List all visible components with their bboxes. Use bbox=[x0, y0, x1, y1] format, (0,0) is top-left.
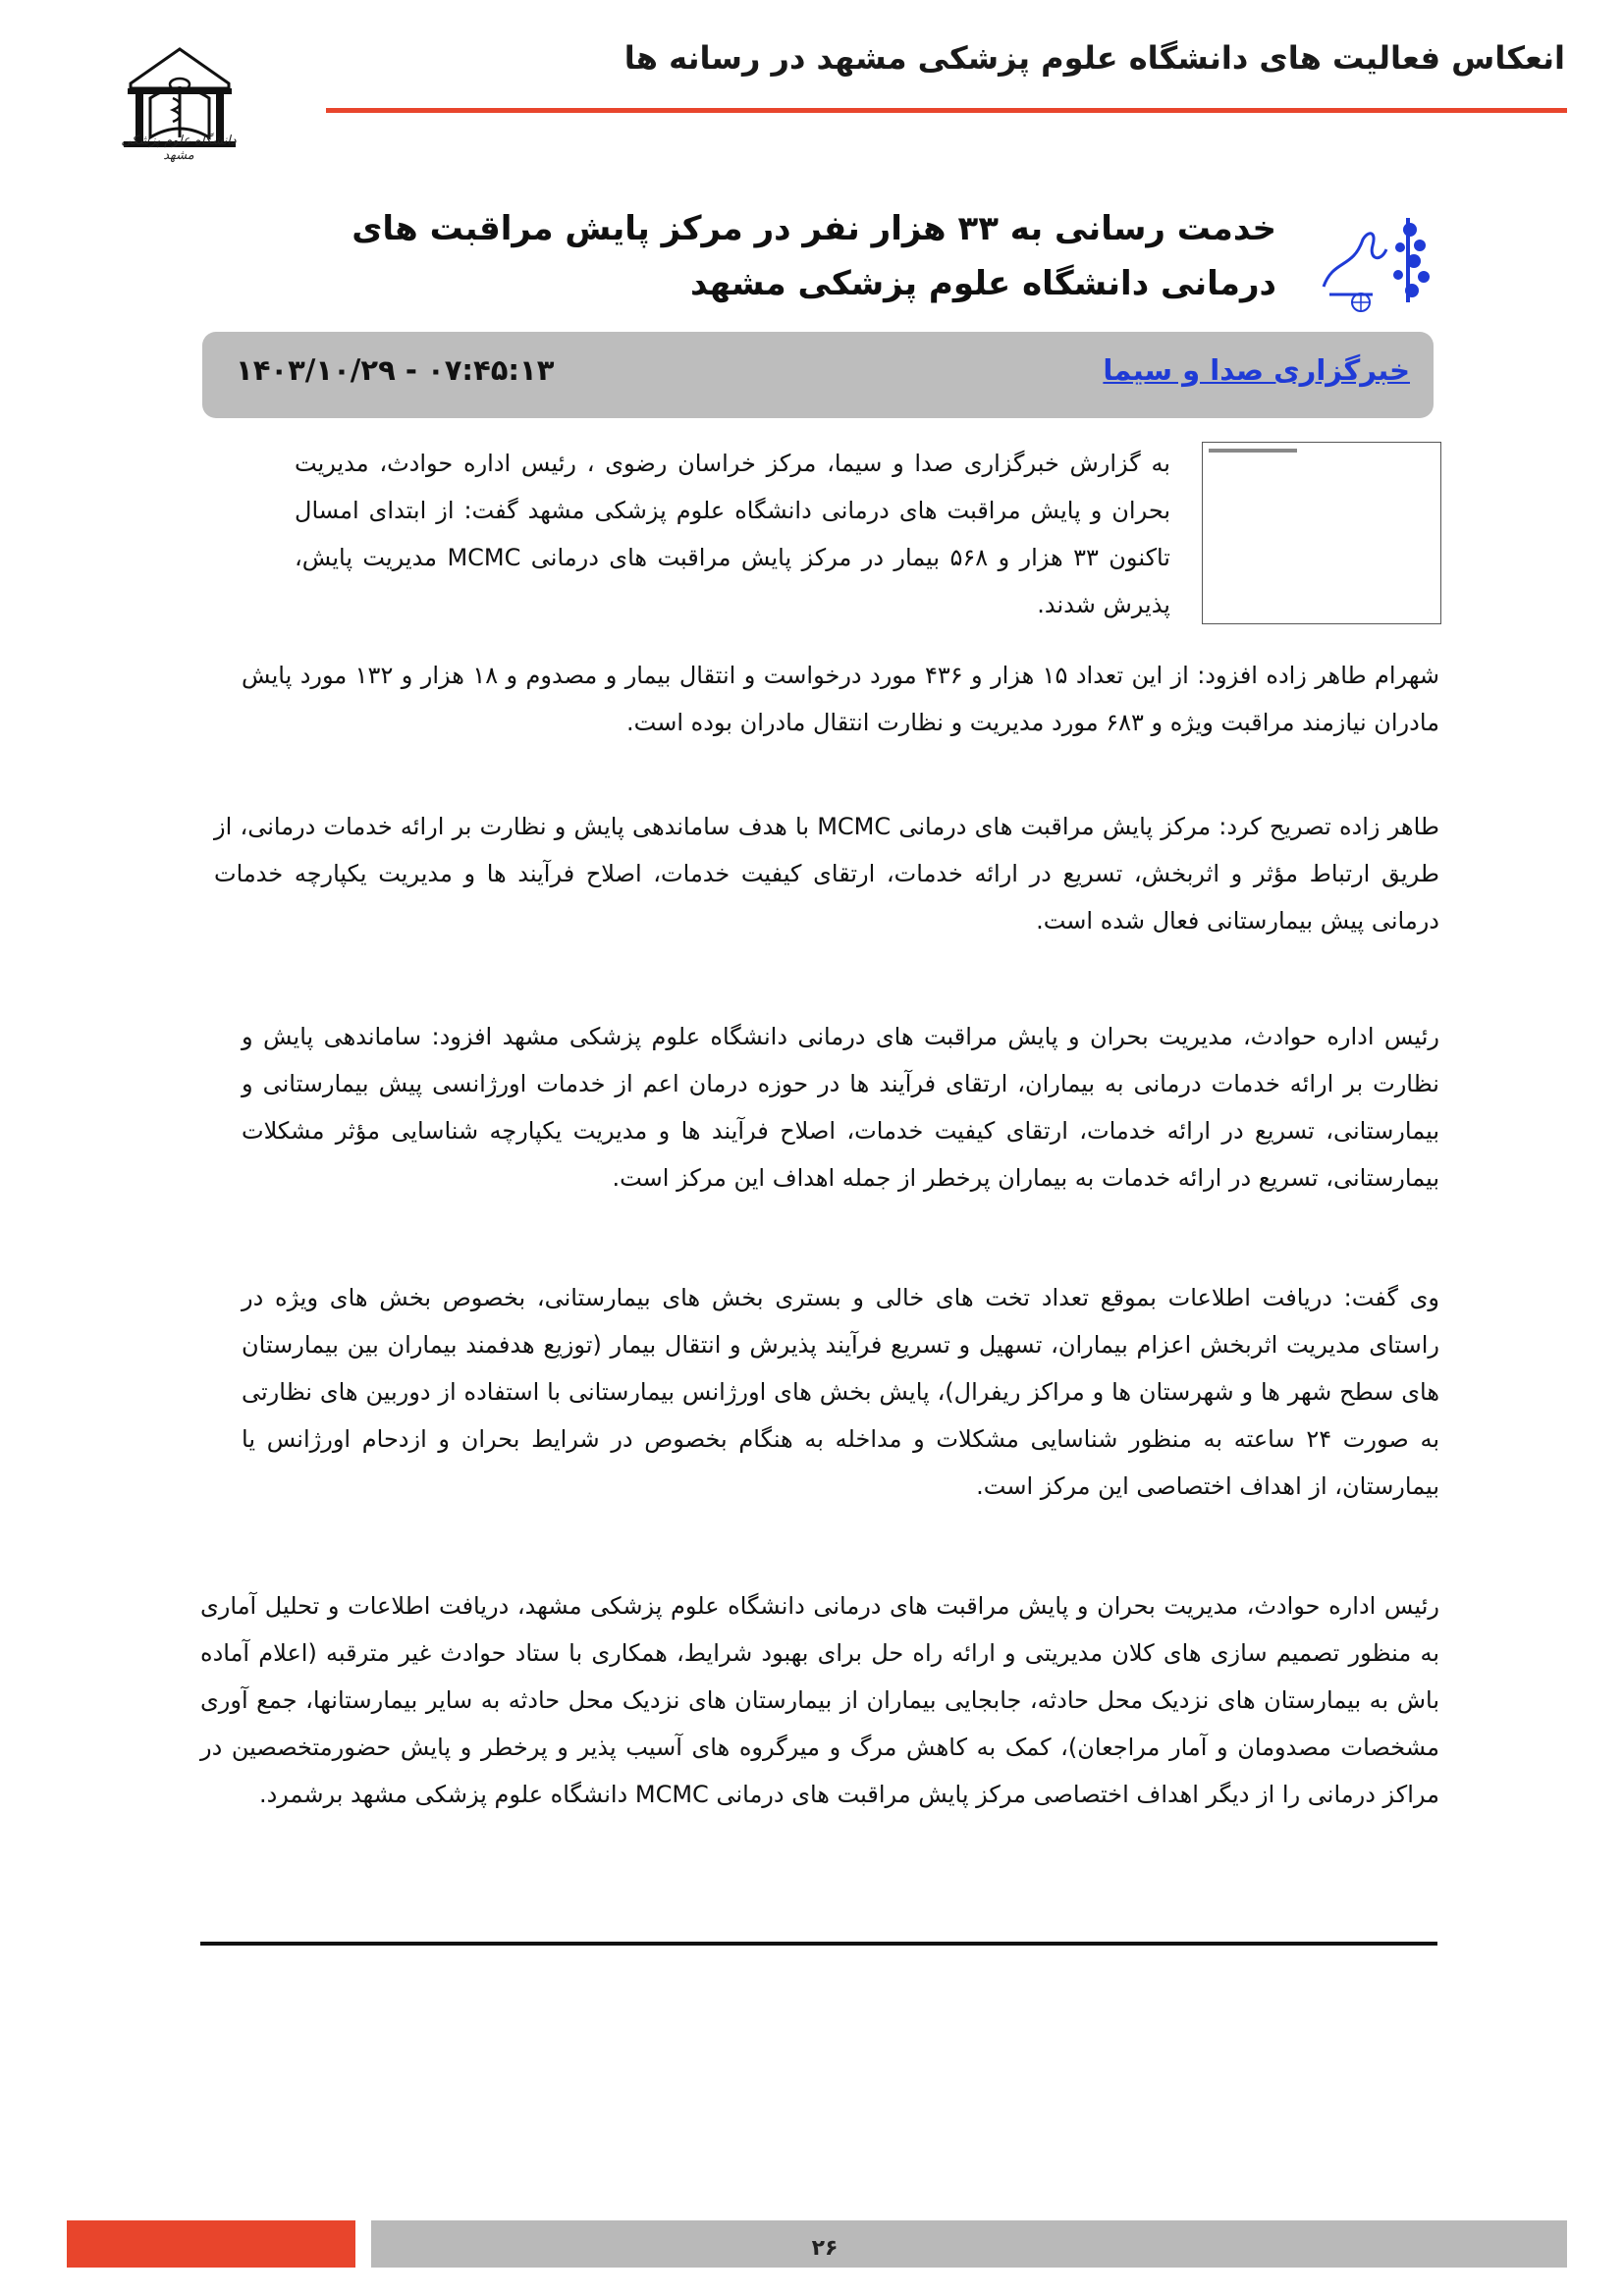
article-end-rule bbox=[200, 1942, 1437, 1946]
header-title: انعکاس فعالیت های دانشگاه علوم پزشکی مشهد در رسانه ها bbox=[623, 39, 1565, 77]
footer-bar bbox=[371, 2220, 1567, 2268]
image-caption-placeholder bbox=[1209, 449, 1297, 453]
article-paragraph: رئیس اداره حوادث، مدیریت بحران و پایش مراقبت های درمانی دانشگاه علوم پزشکی مشهد، دریافت اطلاعات و تحلیل آماری به منظور تصمیم سازی های کلان مدیریتی و ارائه راه حل برای بهبود شرایط، همکاری با ستاد حوادث غیر مترقبه (اعلام آماده باش به بیمارستان های نزدیک محل حادثه، جابجایی بیماران از بیمارستان های نزدیک محل حادثه به سایر بیمارستانها، جمع آوری مشخصات مصدومان و آمار مراجعان)، کمک به کاهش مرگ و میرگروه های آسیب پذیر و پرخطر و پایش حضورمتخصصین در مراکز درمانی را از دیگر اهداف اختصاصی مرکز پایش مراقبت های درمانی MCMC دانشگاه علوم پزشکی مشهد برشمرد. bbox=[200, 1592, 1439, 1808]
article-paragraph: طاهر زاده تصریح کرد: مرکز پایش مراقبت های درمانی MCMC با هدف ساماندهی پایش و نظارت بر ارائه خدمات درمانی، از طریق ارتباط مؤثر و اثربخش، تسریع در ارائه خدمات، ارتقای کیفیت خدمات، اصلاح فرآیند ها و مدیریت یکپارچه خدمات درمانی پیش بیمارستانی فعال شده است. bbox=[214, 813, 1440, 934]
logo-caption: دانشگاه علوم پزشکی مشهد bbox=[121, 133, 237, 163]
header-rule bbox=[326, 108, 1567, 113]
article-image bbox=[1202, 442, 1441, 624]
news-agency-logo-icon bbox=[1304, 200, 1441, 316]
article-title: خدمت رسانی به ۳۳ هزار نفر در مرکز پایش مراقبت های درمانی دانشگاه علوم پزشکی مشهد bbox=[352, 209, 1276, 303]
article-paragraph: رئیس اداره حوادث، مدیریت بحران و پایش مراقبت های درمانی دانشگاه علوم پزشکی مشهد افزود: ساماندهی پایش و نظارت بر ارائه خدمات درمانی به بیماران، ارتقای فرآیند ها در حوزه درمان اعم از خدمات اورژانسی پیش بیمارستانی و بیمارستانی، تسریع در ارائه خدمات، ارتقای کیفیت خدمات، اصلاح فرآیند ها و مدیریت یکپارچه شناسایی مؤثر مشکلات بیمارستانی، تسریع در ارائه خدمات به بیماران پرخطر از جمله اهداف این مرکز است. bbox=[242, 1023, 1439, 1192]
source-link[interactable]: خبرگزاری صدا و سیما bbox=[1103, 353, 1410, 387]
timestamp: ۱۴۰۳/۱۰/۲۹ - ۰۷:۴۵:۱۳ bbox=[236, 353, 555, 387]
source-bar bbox=[202, 332, 1434, 418]
footer-accent-bar bbox=[67, 2220, 355, 2268]
page-number: ۲۶ bbox=[811, 2236, 839, 2261]
article-paragraph: وی گفت: دریافت اطلاعات بموقع تعداد تخت های خالی و بستری بخش های بیمارستانی، بخصوص بخش های ویژه در راستای مدیریت اثربخش اعزام بیماران، تسهیل و تسریع فرآیند پذیرش و انتقال بیمار (توزیع هدفمند بیماران بین بیمارستان های سطح شهر ها و شهرستان ها و مراکز ریفرال)، پایش بخش های اورژانس بیمارستانی با استفاده از دوربین های نظارتی به صورت ۲۴ ساعته به منظور شناسایی مشکلات و مداخله به هنگام بخصوص در شرایط بحران و ازدحام اورژانس یا بیمارستان، از اهداف اختصاصی این مرکز است. bbox=[242, 1284, 1440, 1500]
article-paragraph: به گزارش خبرگزاری صدا و سیما، مرکز خراسان رضوی ، رئیس اداره حوادث، مدیریت بحران و پایش مراقبت های درمانی دانشگاه علوم پزشکی مشهد گفت: از ابتدای امسال تاکنون ۳۳ هزار و ۵۶۸ بیمار در مرکز پایش مراقبت های درمانی MCMC مدیریت پایش، پذیرش شدند. bbox=[295, 450, 1170, 618]
article-paragraph: شهرام طاهر زاده افزود: از این تعداد ۱۵ هزار و ۴۳۶ مورد درخواست و انتقال بیمار و مصدوم و ۱۸ هزار و ۱۳۲ مورد پایش مادران نیازمند مراقبت ویژه و ۶۸۳ مورد مدیریت و نظارت انتقال مادران بوده است. bbox=[242, 662, 1439, 736]
